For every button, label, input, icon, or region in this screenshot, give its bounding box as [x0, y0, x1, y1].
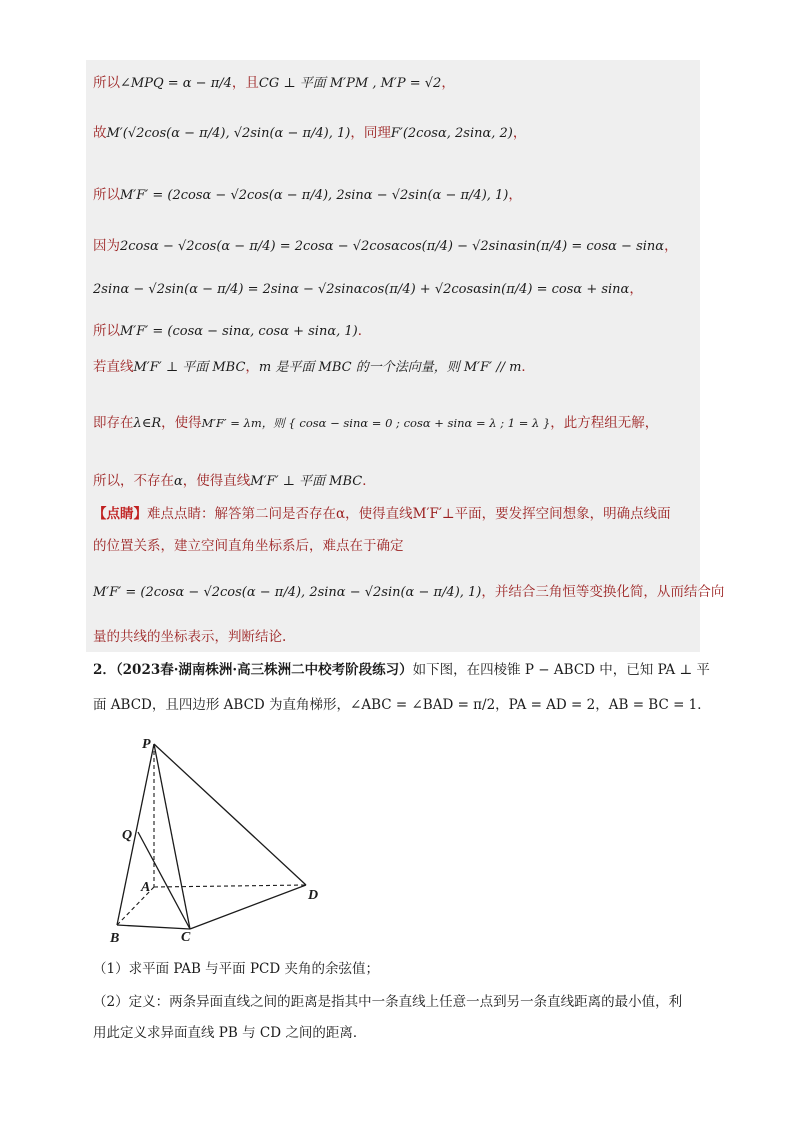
- label-Q: Q: [122, 828, 133, 843]
- label-P: P: [142, 737, 151, 752]
- question-1: （1）求平面 PAB 与平面 PCD 夹角的余弦值；: [93, 961, 380, 977]
- solution-line-8: 即存在λ∈R，使得M′F′ = λm，则 { cosα − sinα = 0 ; cosα + sinα = λ ; 1 = λ }，此方程组无解，: [93, 415, 659, 431]
- label-D: D: [308, 888, 319, 903]
- question-2-line-1: （2）定义：两条异面直线之间的距离是指其中一条直线上任意一点到另一条直线距离的最小值，利: [93, 994, 683, 1010]
- question-2-line-2: 用此定义求异面直线 PB 与 CD 之间的距离．: [93, 1025, 367, 1041]
- solution-line-9: 所以，不存在α，使得直线M′F′ ⊥ 平面 MBC．: [93, 473, 376, 489]
- dianjing-line-1: 【点睛】难点点睛：解答第二问是否存在α，使得直线M′F′⊥平面，要发挥空间想象，明确点线面: [93, 506, 671, 522]
- solution-line-2: 故M′(√2cos(α − π/4), √2sin(α − π/4), 1)，同理F′(2cosα, 2sinα, 2)，: [93, 125, 527, 141]
- label-A: A: [141, 880, 151, 895]
- problem-source: （2023春·湖南株洲·高三株洲二中校考阶段练习）: [115, 662, 413, 678]
- problem-2-stem-line-1: 2．（2023春·湖南株洲·高三株洲二中校考阶段练习）如下图，在四棱锥 P − ABCD 中，已知 PA ⊥ 平: [93, 662, 710, 678]
- dianjing-line-4: 量的共线的坐标表示，判断结论.: [93, 629, 287, 645]
- solution-line-5: 2sinα − √2sin(α − π/4) = 2sinα − √2sinαcos(π/4) + √2cosαsin(π/4) = cosα + sinα，: [93, 281, 643, 297]
- pyramid-figure: [102, 735, 332, 950]
- label-C: C: [181, 930, 191, 945]
- dianjing-line-2: 的位置关系，建立空间直角坐标系后，难点在于确定: [93, 538, 404, 554]
- dianjing-line-3: M′F′ = (2cosα − √2cos(α − π/4), 2sinα − √2sin(α − π/4), 1)，并结合三角恒等变换化简，从而结合向: [93, 584, 725, 600]
- solution-line-1: 所以∠MPQ = α − π/4，且CG ⊥ 平面 M′PM , M′P = √2，: [93, 75, 455, 91]
- problem-number: 2．: [93, 662, 116, 678]
- solution-line-6: 所以M′F′ = (cosα − sinα, cosα + sinα, 1)．: [93, 323, 372, 339]
- solution-background: [86, 60, 700, 652]
- edge-AD: [154, 885, 306, 887]
- solution-line-4: 因为2cosα − √2cos(α − π/4) = 2cosα − √2cosαcos(π/4) − √2sinαsin(π/4) = cosα − sinα，: [93, 238, 678, 254]
- problem-2-stem-line-2: 面 ABCD，且四边形 ABCD 为直角梯形，∠ABC = ∠BAD = π/2，PA = AD = 2，AB = BC = 1．: [93, 697, 711, 713]
- solution-line-7: 若直线M′F′ ⊥ 平面 MBC，m 是平面 MBC 的一个法向量，则 M′F′ // m．: [93, 359, 535, 375]
- solution-line-3: 所以M′F′ = (2cosα − √2cos(α − π/4), 2sinα − √2sin(α − π/4), 1)，: [93, 187, 522, 203]
- edge-BC: [117, 925, 190, 929]
- dianjing-tag: 【点睛】: [93, 506, 147, 522]
- edge-CD: [190, 885, 306, 929]
- label-B: B: [110, 931, 120, 946]
